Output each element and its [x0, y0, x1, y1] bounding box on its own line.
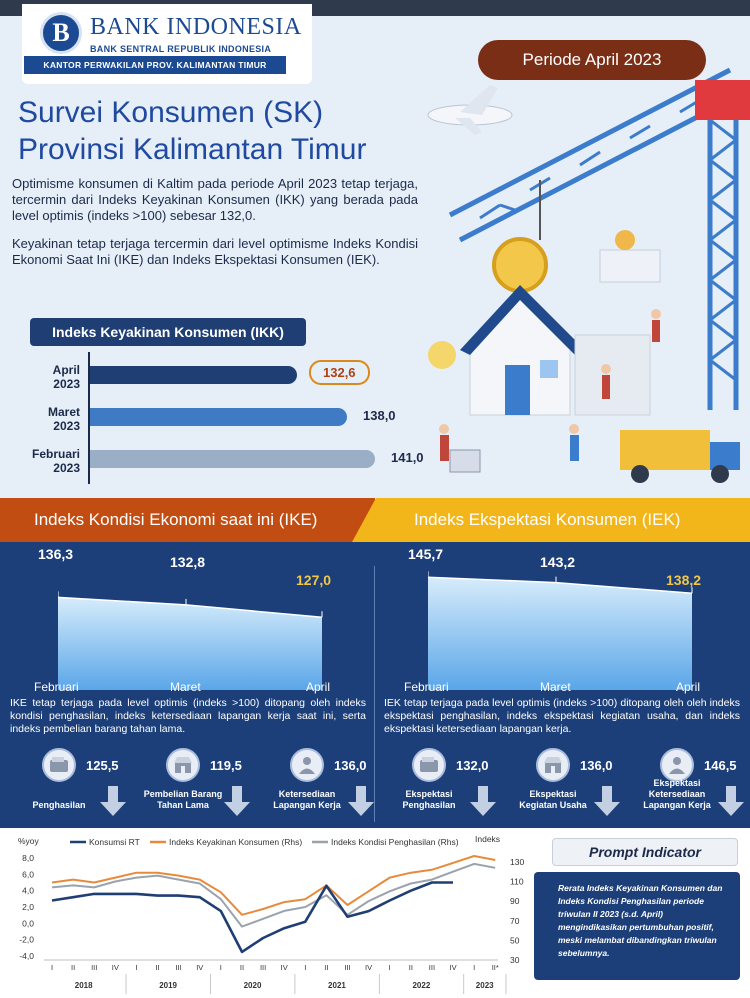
x-tick-year: 2019: [159, 981, 177, 990]
truck-icon: [620, 430, 740, 483]
x-tick-year: 2022: [412, 981, 431, 990]
area-value-label: 127,0: [296, 572, 332, 588]
bank-emblem-icon: B: [40, 12, 82, 54]
y-tick-right: 50: [510, 935, 520, 946]
x-tick-quarter: III: [428, 963, 436, 972]
ike-description: IKE tetap terjaga pada level optimis (indeks >100) ditopang oleh indeks kondisi penghasilan, indeks ketersediaan lapangan kerja saat ini, serta indeks pembelian barang tahan lama.: [10, 697, 366, 735]
x-tick-quarter: IV: [111, 963, 119, 972]
legend-label: Konsumsi RT: [89, 837, 140, 847]
period-badge: Periode April 2023: [478, 40, 706, 80]
down-arrow-icon: [718, 786, 744, 816]
component-icon: [42, 748, 76, 782]
ikk-bar: [90, 366, 297, 384]
area-value-label: 143,2: [540, 554, 576, 570]
x-tick-quarter: I: [473, 963, 476, 972]
area-fill: [428, 577, 692, 690]
x-tick-year: 2020: [243, 981, 262, 990]
wallet-icon: [48, 754, 70, 776]
prompt-indicator-title: Prompt Indicator: [552, 838, 738, 866]
ikk-value-label: 141,0: [391, 450, 424, 465]
area-value-label: 145,7: [408, 546, 444, 562]
area-value-label: 136,3: [38, 546, 74, 562]
component-value: 136,0: [580, 758, 613, 773]
x-tick-year: 2023: [475, 981, 494, 990]
area-value-label: 138,2: [666, 572, 702, 588]
y-tick-left: 8,0: [22, 853, 34, 863]
component-label: Penghasilan: [32, 800, 86, 810]
area-fill: [58, 597, 322, 690]
ikk-category-label: Februari 2023: [31, 447, 80, 475]
x-tick-quarter: II: [408, 963, 413, 972]
airplane-icon: [428, 85, 512, 135]
y-tick-left: 2,0: [22, 902, 34, 912]
legend-label: Indeks Keyakinan Konsumen (Rhs): [169, 837, 303, 847]
x-tick-year: 2018: [74, 981, 93, 990]
y-tick-right: 110: [510, 876, 524, 887]
x-tick-quarter: I: [219, 963, 222, 972]
area-x-label: Februari: [404, 680, 449, 694]
legend-item: [70, 837, 140, 847]
down-arrow-icon: [100, 786, 126, 816]
title-line-1: Survei Konsumen (SK): [18, 96, 324, 129]
legend-label: Indeks Kondisi Penghasilan (Rhs): [331, 837, 459, 847]
area-x-label: April: [306, 680, 331, 694]
legend-item: [150, 837, 302, 847]
ikk-category-label: Maret 2023: [47, 405, 80, 433]
y-tick-left: 6,0: [22, 869, 34, 880]
y-axis-title-right: Indeks: [475, 834, 501, 844]
area-x-label: Maret: [170, 680, 201, 694]
area-value-label: 132,8: [170, 554, 206, 570]
shopping-cart-icon: [450, 450, 480, 472]
ikk-bar: [90, 450, 375, 468]
x-tick-quarter: IV: [280, 963, 288, 972]
y-axis-title-left: %yoy: [18, 836, 39, 846]
component-label: Ketersediaan Lapangan Kerja: [273, 789, 341, 810]
y-tick-left: 0,0: [22, 918, 34, 929]
y-tick-right: 130: [510, 857, 525, 867]
component-value: 119,5: [210, 758, 242, 773]
store-icon: [172, 754, 194, 776]
trend-svg: [0, 828, 540, 998]
component-value: 146,5: [704, 758, 737, 773]
x-tick-quarter: III: [175, 963, 182, 972]
component-value: 125,5: [86, 758, 119, 773]
intro-paragraph-1: Optimisme konsumen di Kaltim pada periode April 2023 tetap terjaga, tercermin dari Indeks Keyakinan Konsumen (IKK) yang berada pada level optimis (indeks >100) sebesar 132,0.: [12, 176, 418, 223]
down-arrow-icon: [594, 786, 620, 816]
series-line: [52, 856, 495, 915]
down-arrow-icon: [224, 786, 250, 816]
ikk-bar: [90, 408, 347, 426]
component-label: Ekspektasi Kegiatan Usaha: [519, 789, 587, 810]
store-icon: [542, 754, 564, 776]
x-tick-quarter: II*: [491, 963, 499, 972]
x-tick-quarter: III: [344, 963, 351, 972]
x-tick-quarter: III: [259, 963, 267, 972]
component-icon: [660, 748, 694, 782]
component-value: 136,0: [334, 758, 367, 773]
component-label: Ekspektasi Ketersediaan Lapangan Kerja: [643, 778, 711, 810]
component-label: Pembelian Barang Tahan Lama: [143, 789, 223, 810]
coin-stack-icon: [600, 250, 660, 282]
ikk-value-label: 138,0: [363, 408, 396, 423]
x-tick-quarter: IV: [196, 963, 204, 972]
y-tick-left: 4,0: [22, 885, 34, 896]
smiley-icon: [428, 341, 456, 369]
office-label: KANTOR PERWAKILAN PROV. KALIMANTAN TIMUR: [24, 56, 286, 74]
component-icon: [412, 748, 446, 782]
bank-name: BANK INDONESIA: [90, 14, 302, 40]
component-icon: [166, 748, 200, 782]
component-icon: [536, 748, 570, 782]
component-value: 132,0: [456, 758, 489, 773]
y-tick-right: 90: [510, 896, 520, 907]
y-tick-left: -2,0: [19, 934, 34, 945]
component-label: Ekspektasi Penghasilan: [402, 789, 456, 810]
iek-title: Indeks Ekspektasi Konsumen (IEK): [414, 510, 681, 529]
down-arrow-icon: [348, 786, 374, 816]
house-icon: [460, 285, 650, 415]
construction-illustration: [420, 60, 750, 500]
title-line-2: Provinsi Kalimantan Timur: [18, 133, 367, 166]
ikk-value-label: 132,6: [309, 360, 370, 385]
intro-paragraph-2: Keyakinan tetap terjaga tercermin dari level optimisme Indeks Kondisi Ekonomi Saat Ini (IKE) dan Indeks Ekspektasi Konsumen (IEK).: [12, 236, 418, 267]
legend-item: [312, 837, 459, 847]
ike-title: Indeks Kondisi Ekonomi saat ini (IKE): [34, 510, 318, 529]
x-tick-quarter: II: [324, 963, 329, 972]
x-tick-quarter: II: [71, 963, 76, 972]
area-x-label: Maret: [540, 680, 571, 694]
wallet-icon: [418, 754, 440, 776]
x-tick-quarter: III: [91, 963, 98, 972]
series-line: [52, 883, 453, 952]
x-tick-quarter: II: [239, 963, 245, 972]
coin-icon: [494, 239, 546, 291]
x-tick-quarter: IV: [449, 963, 457, 972]
y-tick-left: -4,0: [19, 951, 34, 961]
x-tick-quarter: I: [304, 963, 307, 972]
iek-description: IEK tetap terjaga pada level optimis (indeks >100) ditopang oleh oleh indeks ekspektasi penghasilan, indeks ekspektasi kegiatan usaha, dan indeks ekspektasi ketersediaan lapangan kerja.: [384, 697, 740, 735]
area-x-label: April: [676, 680, 701, 694]
page-title: [18, 94, 366, 168]
x-tick-quarter: I: [388, 963, 391, 972]
area-x-label: Februari: [34, 680, 79, 694]
series-line: [52, 864, 495, 927]
x-tick-quarter: IV: [365, 963, 373, 972]
component-icon: [290, 748, 324, 782]
x-tick-quarter: I: [50, 963, 54, 972]
ikk-category-label: April 2023: [52, 363, 80, 391]
down-arrow-icon: [470, 786, 496, 816]
worker-icon: [666, 754, 688, 776]
crane-cab-icon: [695, 80, 750, 120]
panel-divider: [374, 566, 375, 822]
ikk-chart-title: Indeks Keyakinan Konsumen (IKK): [30, 318, 306, 346]
worker-icon: [296, 754, 318, 776]
bank-subtitle: BANK SENTRAL REPUBLIK INDONESIA: [90, 44, 272, 54]
x-tick-quarter: I: [135, 963, 138, 972]
y-tick-right: 30: [510, 955, 520, 965]
x-tick-quarter: II: [155, 963, 160, 972]
x-tick-year: 2021: [328, 981, 346, 990]
prompt-indicator-text: Rerata Indeks Keyakinan Konsumen dan Indeks Kondisi Penghasilan periode triwulan II 2023 (s.d. April) mengindikasikan pertumbuhan positif, meski melambat dibandingkan triwulan sebelumnya.: [534, 872, 740, 980]
y-tick-right: 70: [510, 915, 520, 926]
